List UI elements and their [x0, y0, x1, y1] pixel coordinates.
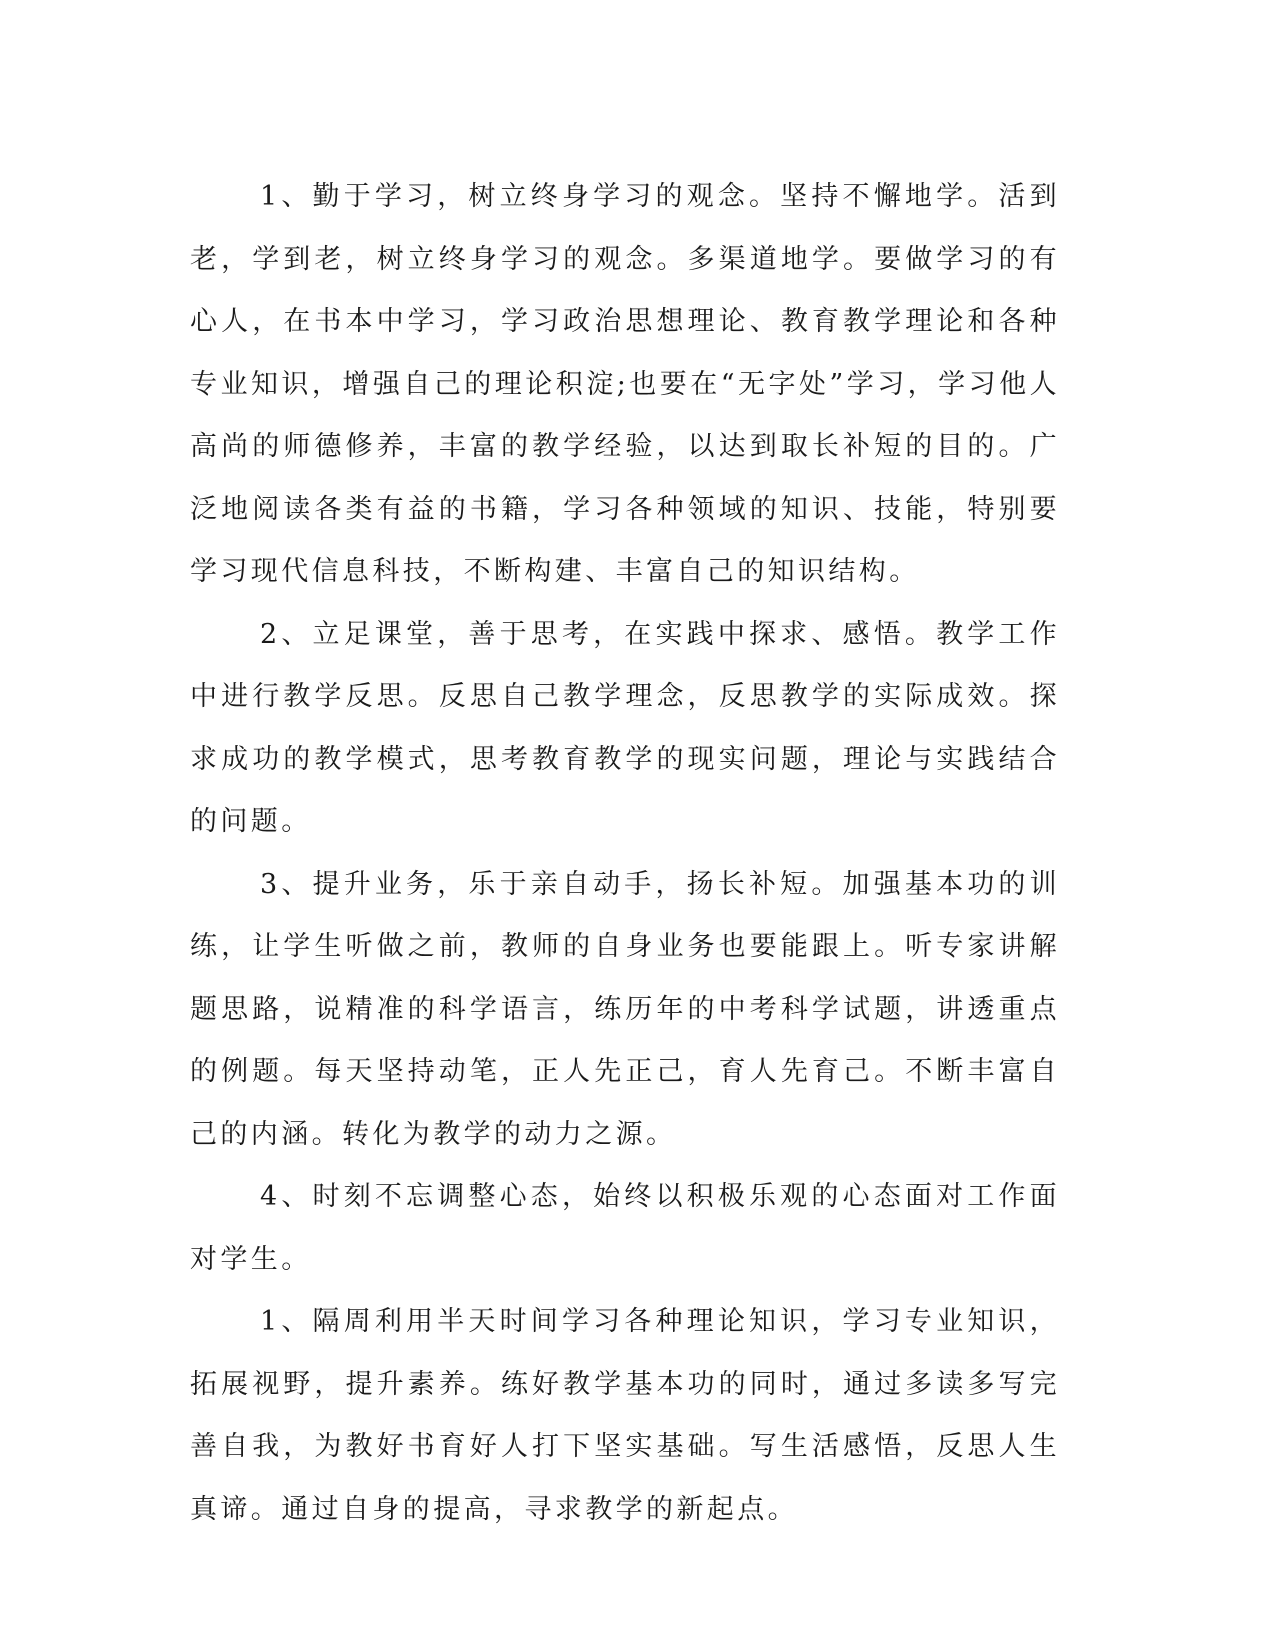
paragraph-skills: 3、提升业务，乐于亲自动手，扬长补短。加强基本功的训练，让学生听做之前，教师的自身业务也要能跟上。听专家讲解题思路，说精准的科学语言，练历年的中考科学试题，讲透重点的例题。每天坚持动笔，正人先正己，育人先育己。不断丰富自己的内涵。转化为教学的动力之源。: [190, 868, 1060, 1150]
paragraph-study: 1、勤于学习，树立终身学习的观念。坚持不懈地学。活到老，学到老，树立终身学习的观念。多渠道地学。要做学习的有心人，在书本中学习，学习政治思想理论、教育教学理论和各种专业知识，增强自己的理论积淀;也要在“无字处”学习，学习他人高尚的师德修养，丰富的教学经验，以达到取长补短的目的。广泛地阅读各类有益的书籍，学习各种领域的知识、技能，特别要学习现代信息科技，不断构建、丰富自己的知识结构。: [190, 181, 1060, 587]
paragraph-mindset: 4、时刻不忘调整心态，始终以积极乐观的心态面对工作面对学生。: [190, 1181, 1060, 1275]
paragraph-classroom: 2、立足课堂，善于思考，在实践中探求、感悟。教学工作中进行教学反思。反思自己教学理念，反思教学的实际成效。探求成功的教学模式，思考教育教学的现实问题，理论与实践结合的问题。: [190, 618, 1060, 837]
paragraph-plan: 1、隔周利用半天时间学习各种理论知识，学习专业知识，拓展视野，提升素养。练好教学基本功的同时，通过多读多写完善自我，为教好书育好人打下坚实基础。写生活感悟，反思人生真谛。通过自身的提高，寻求教学的新起点。: [190, 1306, 1060, 1525]
document-body: [190, 166, 1060, 1541]
